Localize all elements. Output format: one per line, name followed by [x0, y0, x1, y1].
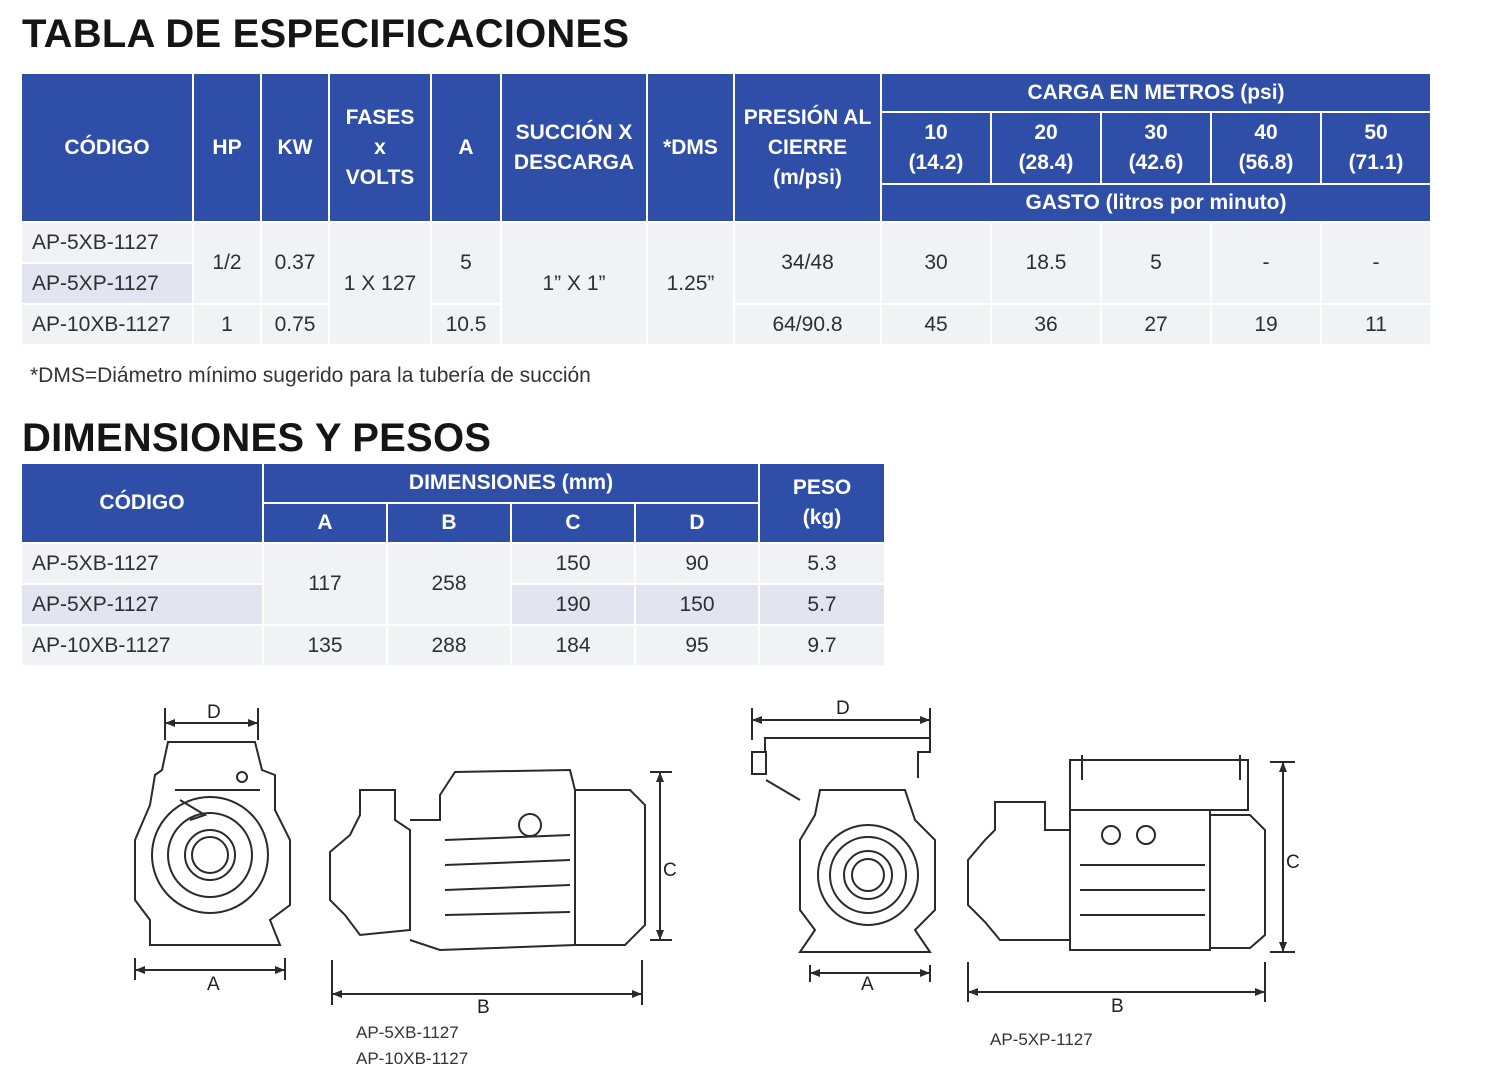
flow-cell: 19 — [1212, 305, 1320, 344]
dim-b-cell: 258 — [388, 544, 510, 624]
dim-b-cell: 288 — [388, 626, 510, 665]
dim-c-cell: 190 — [512, 585, 634, 624]
header-carga-10 — [882, 113, 990, 183]
carga-30-psi: (42.6) — [1128, 151, 1184, 174]
peso-line1: PESO — [792, 476, 852, 499]
weight-cell: 9.7 — [760, 626, 884, 665]
presion-cell: 64/90.8 — [735, 305, 880, 344]
header-succion-descarga — [502, 74, 646, 221]
header-presion-line3: (m/psi) — [773, 165, 842, 189]
carga-50-psi: (71.1) — [1348, 151, 1404, 174]
dim-header-c: C — [512, 504, 634, 542]
dim-d-cell: 150 — [636, 585, 758, 624]
header-carga-20 — [992, 113, 1100, 183]
table-row — [22, 626, 884, 665]
specifications-title: TABLA DE ESPECIFICACIONES — [22, 12, 630, 56]
carga-40-psi: (56.8) — [1238, 151, 1294, 174]
header-codigo: CÓDIGO — [22, 74, 192, 221]
flow-cell: 27 — [1102, 305, 1210, 344]
dms-footnote: *DMS=Diámetro mínimo sugerido para la tubería de succión — [30, 364, 591, 387]
kw-cell: 0.37 — [262, 223, 328, 303]
dimensions-table — [20, 462, 886, 667]
dim-d-cell: 90 — [636, 544, 758, 583]
presion-cell: 34/48 — [735, 223, 880, 303]
header-fases-line1: FASES — [345, 105, 415, 129]
dim-header-d: D — [636, 504, 758, 542]
flow-cell: 18.5 — [992, 223, 1100, 303]
dim-d-label: D — [836, 698, 850, 719]
flow-cell: 36 — [992, 305, 1100, 344]
a-cell: 10.5 — [432, 305, 500, 344]
pump-drawings — [0, 690, 1500, 1030]
row-code: AP-5XB-1127 — [22, 544, 262, 583]
pump-side-view-right — [968, 755, 1300, 1017]
flow-cell: 5 — [1102, 223, 1210, 303]
table-row — [22, 223, 1430, 262]
row-code: AP-5XP-1127 — [22, 264, 192, 303]
dim-a-label: A — [207, 974, 220, 995]
hp-cell: 1 — [194, 305, 260, 344]
carga-40-value: 40 — [1254, 121, 1278, 144]
dim-d-label: D — [207, 702, 221, 723]
specifications-table — [20, 72, 1432, 346]
row-code: AP-5XB-1127 — [22, 223, 192, 262]
dim-c-label: C — [1286, 852, 1300, 873]
dim-header-peso — [760, 464, 884, 542]
dim-c-label: C — [663, 860, 677, 881]
right-drawing-caption: AP-5XP-1127 — [990, 1030, 1093, 1049]
carga-10-value: 10 — [924, 121, 948, 144]
weight-cell: 5.7 — [760, 585, 884, 624]
header-carga-50 — [1322, 113, 1430, 183]
flow-cell: 45 — [882, 305, 990, 344]
fases-cell: 1 X 127 — [330, 223, 430, 344]
table-row — [22, 544, 884, 583]
left-drawing-caption — [356, 1020, 468, 1072]
dim-c-cell: 184 — [512, 626, 634, 665]
dim-header-b: B — [388, 504, 510, 542]
header-a: A — [432, 74, 500, 221]
dim-c-cell: 150 — [512, 544, 634, 583]
row-code: AP-5XP-1127 — [22, 585, 262, 624]
carga-50-value: 50 — [1364, 121, 1388, 144]
pump-front-view-right — [752, 698, 935, 995]
header-carga-30 — [1102, 113, 1210, 183]
dim-a-cell: 117 — [264, 544, 386, 624]
kw-cell: 0.75 — [262, 305, 328, 344]
dim-header-a: A — [264, 504, 386, 542]
header-dms: *DMS — [648, 74, 733, 221]
dim-a-cell: 135 — [264, 626, 386, 665]
dim-b-label: B — [1111, 996, 1124, 1017]
flow-cell: 11 — [1322, 305, 1430, 344]
a-cell: 5 — [432, 223, 500, 303]
pump-side-view-left — [330, 770, 677, 1018]
row-code: AP-10XB-1127 — [22, 626, 262, 665]
pump-front-view-left — [135, 702, 290, 995]
peso-line2: (kg) — [802, 506, 842, 529]
hp-cell: 1/2 — [194, 223, 260, 303]
header-presion-line1: PRESIÓN AL — [743, 105, 872, 129]
caption-model-2: AP-10XB-1127 — [356, 1049, 469, 1068]
dim-d-cell: 95 — [636, 626, 758, 665]
header-hp: HP — [194, 74, 260, 221]
flow-cell: - — [1322, 223, 1430, 303]
carga-30-value: 30 — [1144, 121, 1168, 144]
dimensions-title: DIMENSIONES Y PESOS — [22, 416, 492, 460]
header-fases-line2: x — [374, 135, 386, 159]
header-carga-40 — [1212, 113, 1320, 183]
carga-10-psi: (14.2) — [908, 151, 964, 174]
carga-20-value: 20 — [1034, 121, 1058, 144]
row-code: AP-10XB-1127 — [22, 305, 192, 344]
dim-a-label: A — [861, 974, 874, 995]
header-fases-line3: VOLTS — [345, 165, 415, 189]
header-presion-cierre — [735, 74, 880, 221]
header-carga-metros: CARGA EN METROS (psi) — [882, 74, 1430, 111]
header-succion-line1: SUCCIÓN X — [515, 120, 633, 144]
caption-model-1: AP-5XB-1127 — [356, 1023, 459, 1042]
header-gasto: GASTO (litros por minuto) — [882, 185, 1430, 221]
dim-b-label: B — [477, 997, 490, 1018]
header-presion-line2: CIERRE — [767, 135, 848, 159]
header-kw: KW — [262, 74, 328, 221]
header-succion-line2: DESCARGA — [513, 150, 635, 174]
dim-header-codigo: CÓDIGO — [22, 464, 262, 542]
weight-cell: 5.3 — [760, 544, 884, 583]
carga-20-psi: (28.4) — [1018, 151, 1074, 174]
succion-cell: 1” X 1” — [502, 223, 646, 344]
flow-cell: 30 — [882, 223, 990, 303]
dim-header-dimensiones: DIMENSIONES (mm) — [264, 464, 758, 502]
dms-cell: 1.25” — [648, 223, 733, 344]
flow-cell: - — [1212, 223, 1320, 303]
header-fases-volts — [330, 74, 430, 221]
